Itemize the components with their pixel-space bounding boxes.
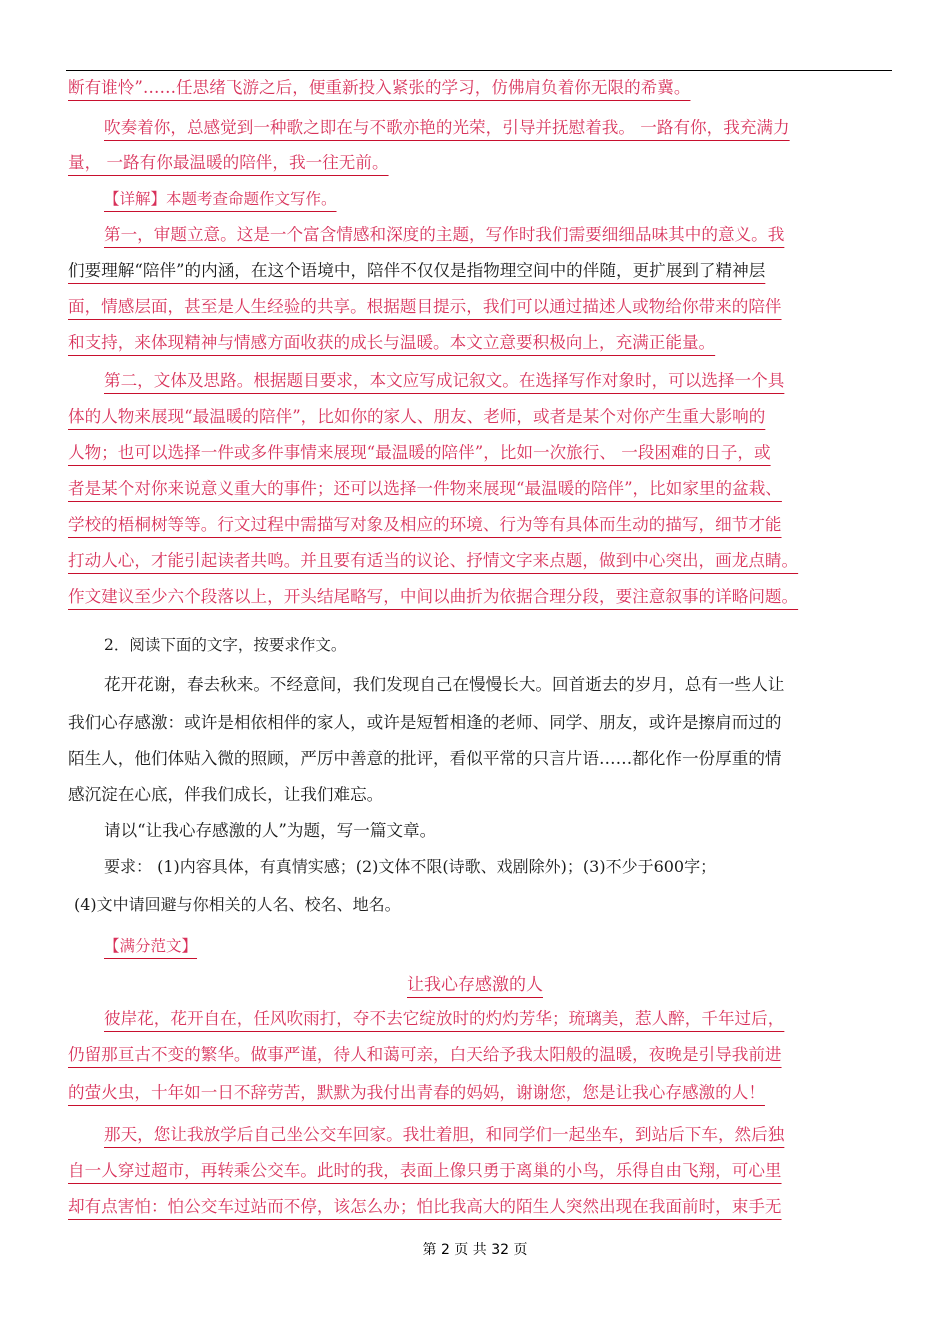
text-line: 第一，审题立意。这是一个富含情感和深度的主题，写作时我们需要细细品味其中的意义。我: [104, 225, 785, 244]
text-line: 吹奏着你，总感觉到一种歌之即在与不歌亦艳的光荣，引导并抚慰着我。 一路有你，我充满力: [104, 118, 790, 137]
text-line: 打动人心，才能引起读者共鸣。并且要有适当的议论、抒情文字来点题，做到中心突出，画龙点睛。: [68, 551, 799, 570]
text-line: 感沉淀在心底，伴我们成长，让我们难忘。: [68, 785, 384, 804]
text-line: 作文建议至少六个段落以上，开头结尾略写，中间以曲折为依据合理分段，要注意叙事的详略问题。: [68, 587, 799, 606]
essay-title: 让我心存感激的人: [407, 975, 543, 995]
text-line: 体的人物来展现“最温暖的陪伴”，比如你的家人、朋友、老师，或者是某个对你产生重大影响的: [68, 407, 766, 426]
header-rule: [66, 70, 892, 71]
text-line: 和支持，来体现精神与情感方面收获的成长与温暖。本文立意要积极向上，充满正能量。: [68, 333, 716, 352]
text-line: 陌生人，他们体贴入微的照顾，严厉中善意的批评，看似平常的只言片语……都化作一份厚重的情: [68, 749, 782, 768]
text-line: 第二，文体及思路。根据题目要求，本文应写成记叙文。在选择写作对象时，可以选择一个具: [104, 371, 785, 390]
text-line: 的萤火虫，十年如一日不辞劳苦，默默为我付出青春的妈妈，谢谢您，您是让我心存感激的人！: [68, 1083, 765, 1102]
text-line: 学校的梧桐树等等。行文过程中需描写对象及相应的环境、行为等有具体而生动的描写，细节才能: [68, 515, 782, 534]
text-line: 量， 一路有你最温暖的陪伴，我一往无前。: [68, 153, 389, 172]
text-line: 仍留那亘古不变的繁华。做事严谨，待人和蔼可亲，白天给予我太阳般的温暖，夜晚是引导我前进: [68, 1045, 782, 1064]
text-line: 要求： (1)内容具体，有真情实感；(2)文体不限(诗歌、戏剧除外)；(3)不少于600字；: [104, 857, 717, 876]
text-line: 彼岸花，花开自在，任风吹雨打，夺不去它绽放时的灼灼芳华；琉璃美，惹人醉，千年过后，: [104, 1009, 785, 1028]
question-number: 2．阅读下面的文字，按要求作文。: [104, 636, 347, 654]
text-line: 却有点害怕：怕公交车过站而不停，该怎么办；怕比我高大的陌生人突然出现在我面前时，束手无: [68, 1197, 782, 1216]
text-line: 断有谁怜”……任思绪飞游之后，便重新投入紧张的学习，仿佛肩负着你无限的希冀。: [68, 78, 691, 97]
text-line: 人物；也可以选择一件或多件事情来展现“最温暖的陪伴”，比如一次旅行、 一段困难的日子，或: [68, 443, 771, 462]
model-essay-tag: 【满分范文】: [104, 937, 198, 955]
text-line: (4)文中请回避与你相关的人名、校名、地名。: [74, 895, 401, 914]
text-line: 请以“让我心存感激的人”为题，写一篇文章。: [104, 821, 437, 840]
text-line: 那天，您让我放学后自己坐公交车回家。我壮着胆，和同学们一起坐车，到站后下车，然后独: [104, 1125, 785, 1144]
text-line: 花开花谢，春去秋来。不经意间，我们发现自己在慢慢长大。回首逝去的岁月，总有一些人让: [104, 675, 785, 694]
text-line: 我们心存感激：或许是相依相伴的家人，或许是短暂相逢的老师、同学、朋友，或许是擦肩而过的: [68, 713, 782, 732]
text-line: 【详解】本题考查命题作文写作。: [104, 190, 337, 208]
text-line: 面，情感层面，甚至是人生经验的共享。根据题目提示，我们可以通过描述人或物给你带来的陪伴: [68, 297, 782, 316]
text-line: 者是某个对你来说意义重大的事件；还可以选择一件物来展现“最温暖的陪伴”，比如家里的盆栽、: [68, 479, 782, 498]
text-line: 们要理解“陪伴”的内涵，在这个语境中，陪伴不仅仅是指物理空间中的伴随，更扩展到了精神层: [68, 261, 766, 280]
text-line: 自一人穿过超市，再转乘公交车。此时的我，表面上像只勇于离巢的小鸟，乐得自由飞翔，可心里: [68, 1161, 782, 1180]
page-number: 第 2 页 共 32 页: [422, 1242, 528, 1258]
